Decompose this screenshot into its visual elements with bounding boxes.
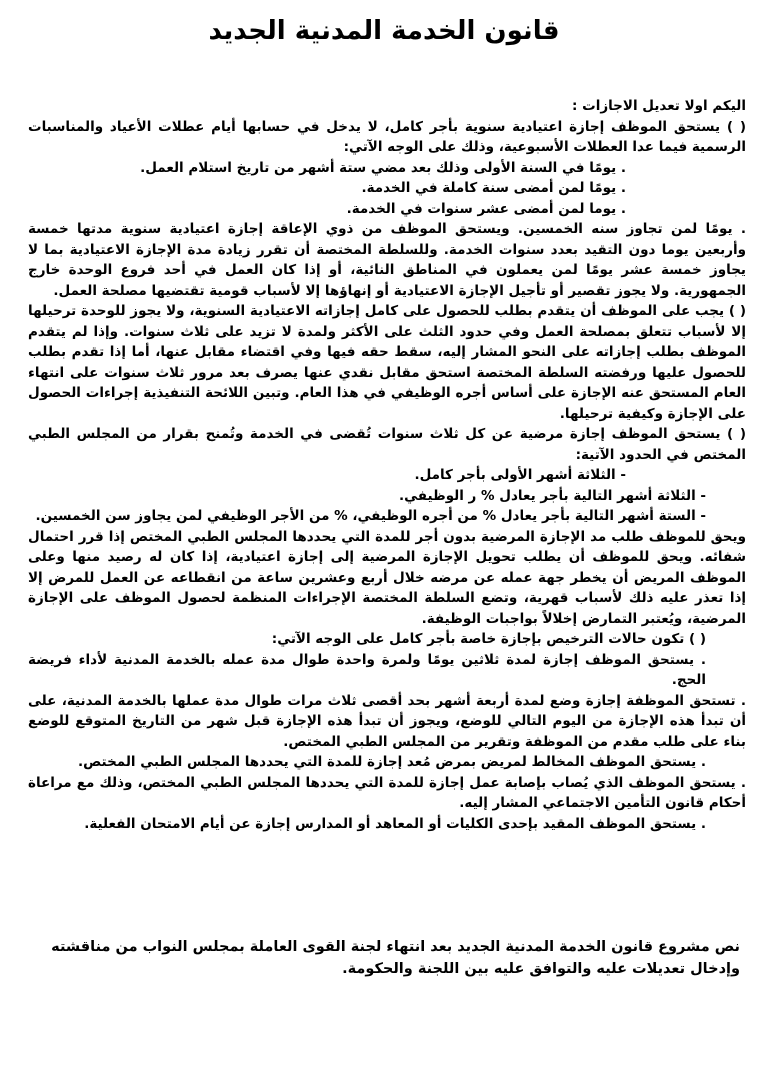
special-leave-work-injury: . يستحق الموظف الذي يُصاب بإصابة عمل إجازة للمدة التي يحددها المجلس الطبي المختص، وذلك مع مراعاة أحكام قانون التأمين الاجتماعي المشار إليه. xyxy=(28,774,746,811)
special-leave-contagious: . يستحق الموظف المخالط لمريض بمرض مُعد إجازة للمدة التي يحددها المجلس الطبي المختص. xyxy=(78,754,706,770)
document-title: قانون الخدمة المدنية الجديد xyxy=(208,16,560,46)
article-special-leave: ( ) تكون حالات الترخيص بإجازة خاصة بأجر كامل على الوجه الآتي: xyxy=(271,631,706,647)
sick-leave-first-three-months: - الثلاثة أشهر الأولى بأجر كامل. xyxy=(414,467,626,483)
article-leave-carryover: ( ) يجب على الموظف أن يتقدم بطلب للحصول على كامل إجازاته الاعتيادية السنوية، ولا يجوز للوحدة ترحيلها إلا لأسباب تتعلق بمصلحة العمل وفي حدود الثلث على الأكثر ولمدة لا تزيد على ثلاث سنوات. وإذا لم يتقدم الموظف بطلب إجازاته على النحو المشار إليه، سقط حقه فيها وفي اقتضاء مقابل عنها، أما إذا تقدم بطلب للحصول عليها ورفضته السلطة المختصة استحق مقابل نقدي عنها يصرف بعد مرور ثلاث سنوات على انتهاء العام المستحق عنه الإجازة على أساس أجره الوظيفي في هذا العام. وتبين اللائحة التنفيذية إجراءات الحصول على الإجازة وكيفية ترحيلها. xyxy=(28,303,746,422)
annual-leave-one-year: . يومًا لمن أمضى سنة كاملة في الخدمة. xyxy=(361,180,626,196)
annual-leave-over-fifty: . يومًا لمن تجاوز سنه الخمسين. ويستحق الموظف من ذوي الإعاقة إجازة اعتيادية سنوية مدتها خمسة وأربعين يوما دون التقيد بعدد سنوات الخدمة. وللسلطة المختصة أن تقرر زيادة مدة الإجازة الاعتيادية بما لا يجاوز خمسة عشر يومًا لمن يعملون في المناطق النائية، أو إذا كان العمل في أحد فروع الوحدة خارج الجمهورية. ولا يجوز تقصير أو تأجيل الإجازة الاعتيادية أو إنهاؤها إلا لأسباب قومية تقتضيها مصلحة العمل. xyxy=(28,221,746,299)
section-heading: اليكم اولا تعديل الاجازات : xyxy=(572,98,746,114)
special-leave-exams: . يستحق الموظف المقيد بإحدى الكليات أو المعاهد أو المدارس إجازة عن أيام الامتحان الفعلية. xyxy=(84,815,706,832)
sick-leave-next-three-months: - الثلاثة أشهر التالية بأجر يعادل % ر الوظيفي. xyxy=(398,487,706,504)
special-leave-maternity: . تستحق الموظفة إجازة وضع لمدة أربعة أشهر بحد أقصى ثلاث مرات طوال مدة عملها بالخدمة المدنية، على أن تبدأ هذه الإجازة من اليوم التالي للوضع، ويجوز أن تبدأ هذه الإجازة قبل شهر من التاريخ المتوقع للوضع بناء على طلب مقدم من الموظفة وتقرير من المجلس الطبي المختص. xyxy=(28,692,746,750)
special-leave-hajj: . يستحق الموظف إجازة لمدة ثلاثين يومًا ولمرة واحدة طوال مدة عمله بالخدمة المدنية لأداء فريضة الحج. xyxy=(28,651,706,688)
annual-leave-first-year: . يومًا في السنة الأولى وذلك بعد مضي ستة أشهر من تاريخ استلام العمل. xyxy=(140,159,626,176)
sick-leave-next-six-months: - الستة أشهر التالية بأجر يعادل % من أجره الوظيفي، % من الأجر الوظيفي لمن يجاوز سن الخمسين. xyxy=(35,508,706,524)
sick-leave-extension: ويحق للموظف طلب مد الإجازة المرضية بدون أجر للمدة التي يحددها المجلس الطبي المختص إذا قرر احتمال شفائه. ويحق للموظف أن يطلب تحويل الإجازة المرضية إلى إجازة اعتيادية، إذا كان له رصيد منها وعلى الموظف المريض أن يخطر جهة عمله عن مرضه خلال أربع وعشرين ساعة من انقطاعه عن العمل للمرض إلا إذا تعذر عليه ذلك لأسباب قهرية، وتضع السلطة المختصة الإجراءات المنظمة لحصول الموظف على الإجازة المرضية، ويُعتبر التمارض إخلالاً بواجبات الوظيفة. xyxy=(28,528,746,627)
document-footer-note: نص مشروع قانون الخدمة المدنية الجديد بعد انتهاء لجنة القوى العاملة بمجلس النواب من مناقشته وإدخال تعديلات عليه والتوافق عليه بين اللجنة والحكومة. xyxy=(51,939,740,977)
article-sick-leave: ( ) يستحق الموظف إجازة مرضية عن كل ثلاث سنوات تُقضى في الخدمة وتُمنح بقرار من المجلس الطبي المختص في الحدود الآتية: xyxy=(28,426,746,463)
document-body xyxy=(28,96,746,834)
article-annual-leave: ( ) يستحق الموظف إجازة اعتيادية سنوية بأجر كامل، لا يدخل في حسابها أيام عطلات الأعياد والمناسبات الرسمية فيما عدا العطلات الأسبوعية، وذلك على الوجه الآتي: xyxy=(28,118,746,155)
annual-leave-ten-years: . يوما لمن أمضى عشر سنوات في الخدمة. xyxy=(346,200,626,217)
